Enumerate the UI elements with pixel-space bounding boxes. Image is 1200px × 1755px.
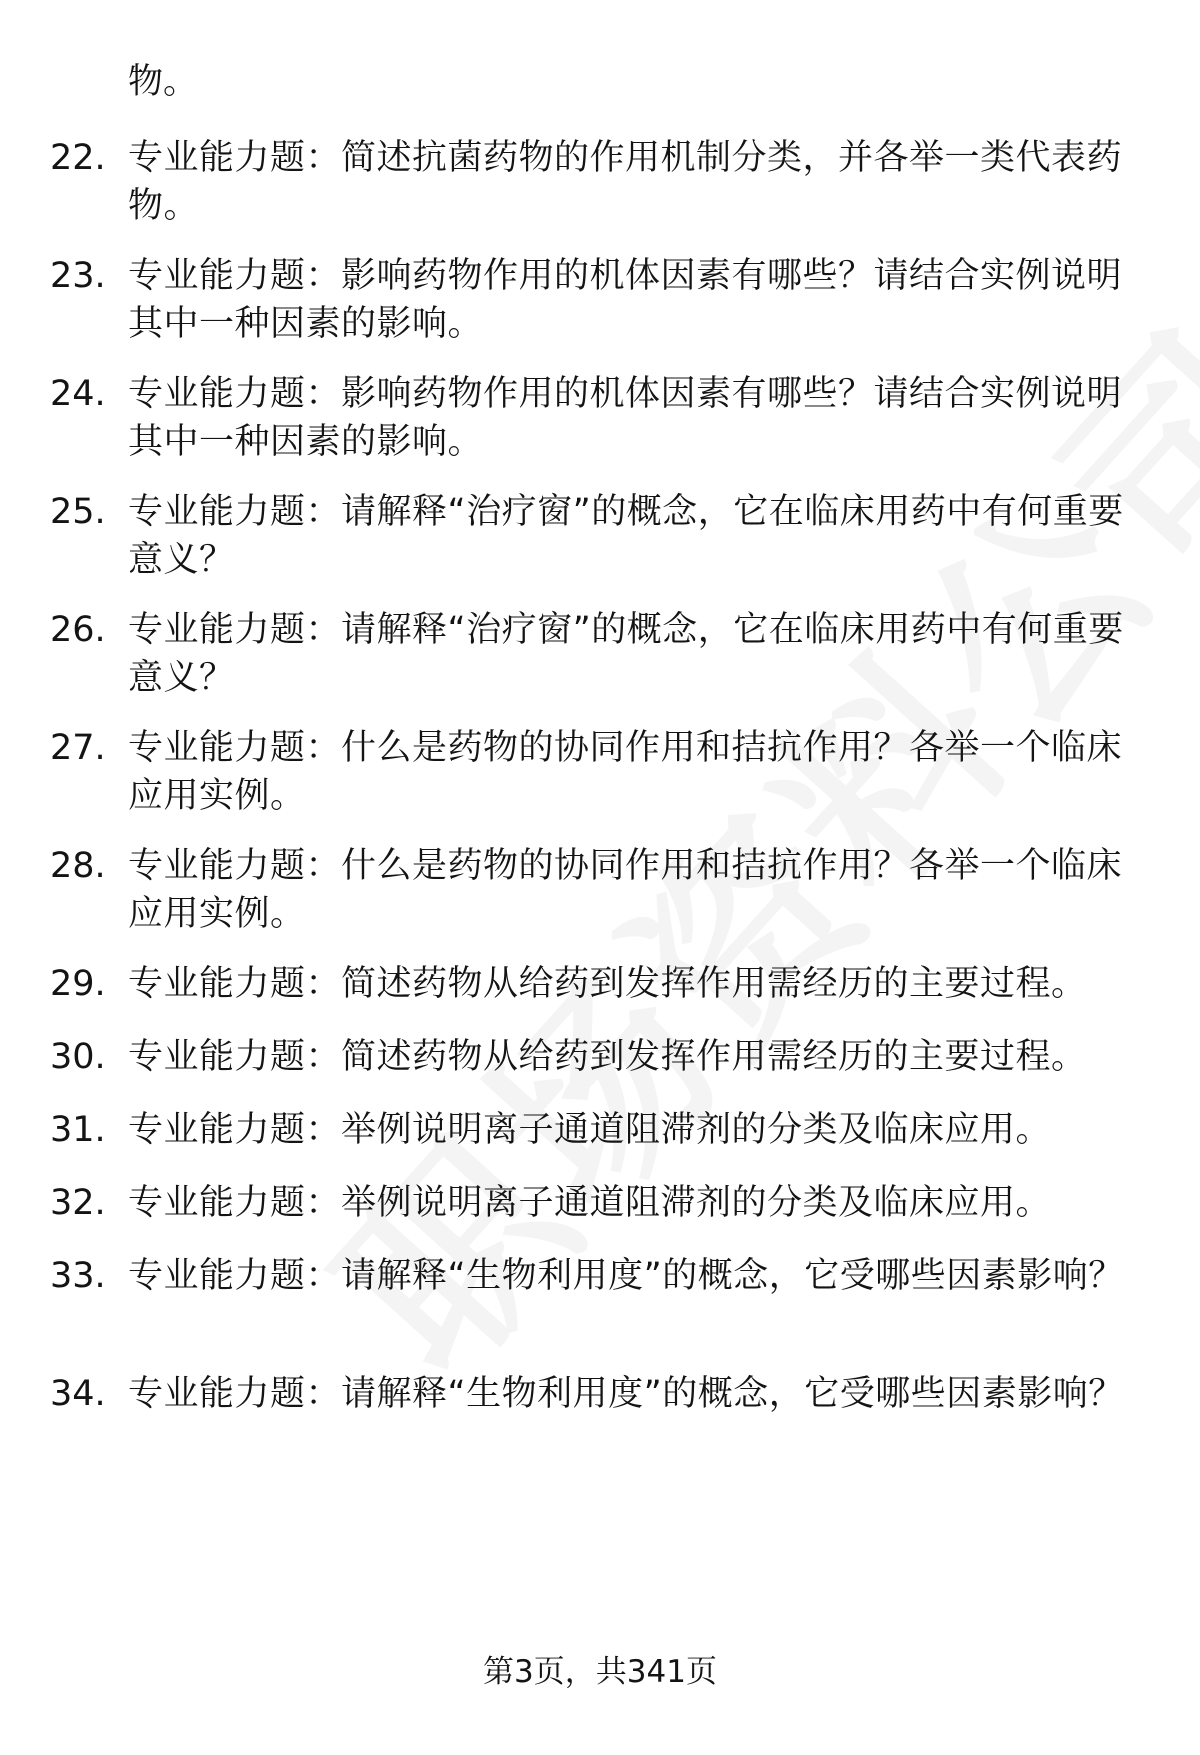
question-number: 30. [50, 1037, 106, 1077]
question-text: 专业能力题：举例说明离子通道阻滞剂的分类及临床应用。 [128, 1183, 1052, 1223]
question-number: 31. [50, 1110, 106, 1150]
question-text: 专业能力题：简述药物从给药到发挥作用需经历的主要过程。 [128, 964, 1087, 1004]
question-text: 专业能力题：什么是药物的协同作用和拮抗作用？各举一个临床应用实例。 [128, 846, 1123, 934]
question-item [0, 960, 1200, 1008]
question-text: 专业能力题：请解释“生物利用度”的概念，它受哪些因素影响？ [128, 1374, 1124, 1414]
continued-text: 物。 [128, 62, 199, 102]
question-text: 专业能力题：简述抗菌药物的作用机制分类，并各举一类代表药物。 [128, 138, 1123, 226]
question-item [0, 252, 1200, 348]
question-number: 34. [50, 1374, 106, 1414]
question-item [0, 370, 1200, 466]
question-number: 26. [50, 610, 106, 650]
question-item [0, 724, 1200, 820]
question-item [0, 1106, 1200, 1154]
question-text: 专业能力题：简述药物从给药到发挥作用需经历的主要过程。 [128, 1037, 1087, 1077]
question-text: 专业能力题：请解释“生物利用度”的概念，它受哪些因素影响？ [128, 1256, 1124, 1296]
question-text: 专业能力题：请解释“治疗窗”的概念，它在临床用药中有何重要意义？ [128, 492, 1124, 580]
question-text: 专业能力题：什么是药物的协同作用和拮抗作用？各举一个临床应用实例。 [128, 728, 1123, 816]
question-number: 32. [50, 1183, 106, 1223]
question-number: 23. [50, 256, 106, 296]
question-text: 专业能力题：请解释“治疗窗”的概念，它在临床用药中有何重要意义？ [128, 610, 1124, 698]
question-number: 25. [50, 492, 106, 532]
question-item [0, 842, 1200, 938]
question-item [0, 1252, 1200, 1300]
question-number: 28. [50, 846, 106, 886]
question-item [0, 134, 1200, 230]
question-number: 27. [50, 728, 106, 768]
question-item [0, 488, 1200, 584]
question-number: 33. [50, 1256, 106, 1296]
question-number: 24. [50, 374, 106, 414]
question-item [0, 1179, 1200, 1227]
question-number: 22. [50, 138, 106, 178]
question-item [0, 606, 1200, 702]
question-item [0, 1370, 1200, 1418]
question-number: 29. [50, 964, 106, 1004]
question-text: 专业能力题：影响药物作用的机体因素有哪些？请结合实例说明其中一种因素的影响。 [128, 374, 1123, 462]
question-text: 专业能力题：影响药物作用的机体因素有哪些？请结合实例说明其中一种因素的影响。 [128, 256, 1123, 344]
question-item [0, 1033, 1200, 1081]
page-footer: 第3页，共341页 [483, 1654, 717, 1690]
question-text: 专业能力题：举例说明离子通道阻滞剂的分类及临床应用。 [128, 1110, 1052, 1150]
